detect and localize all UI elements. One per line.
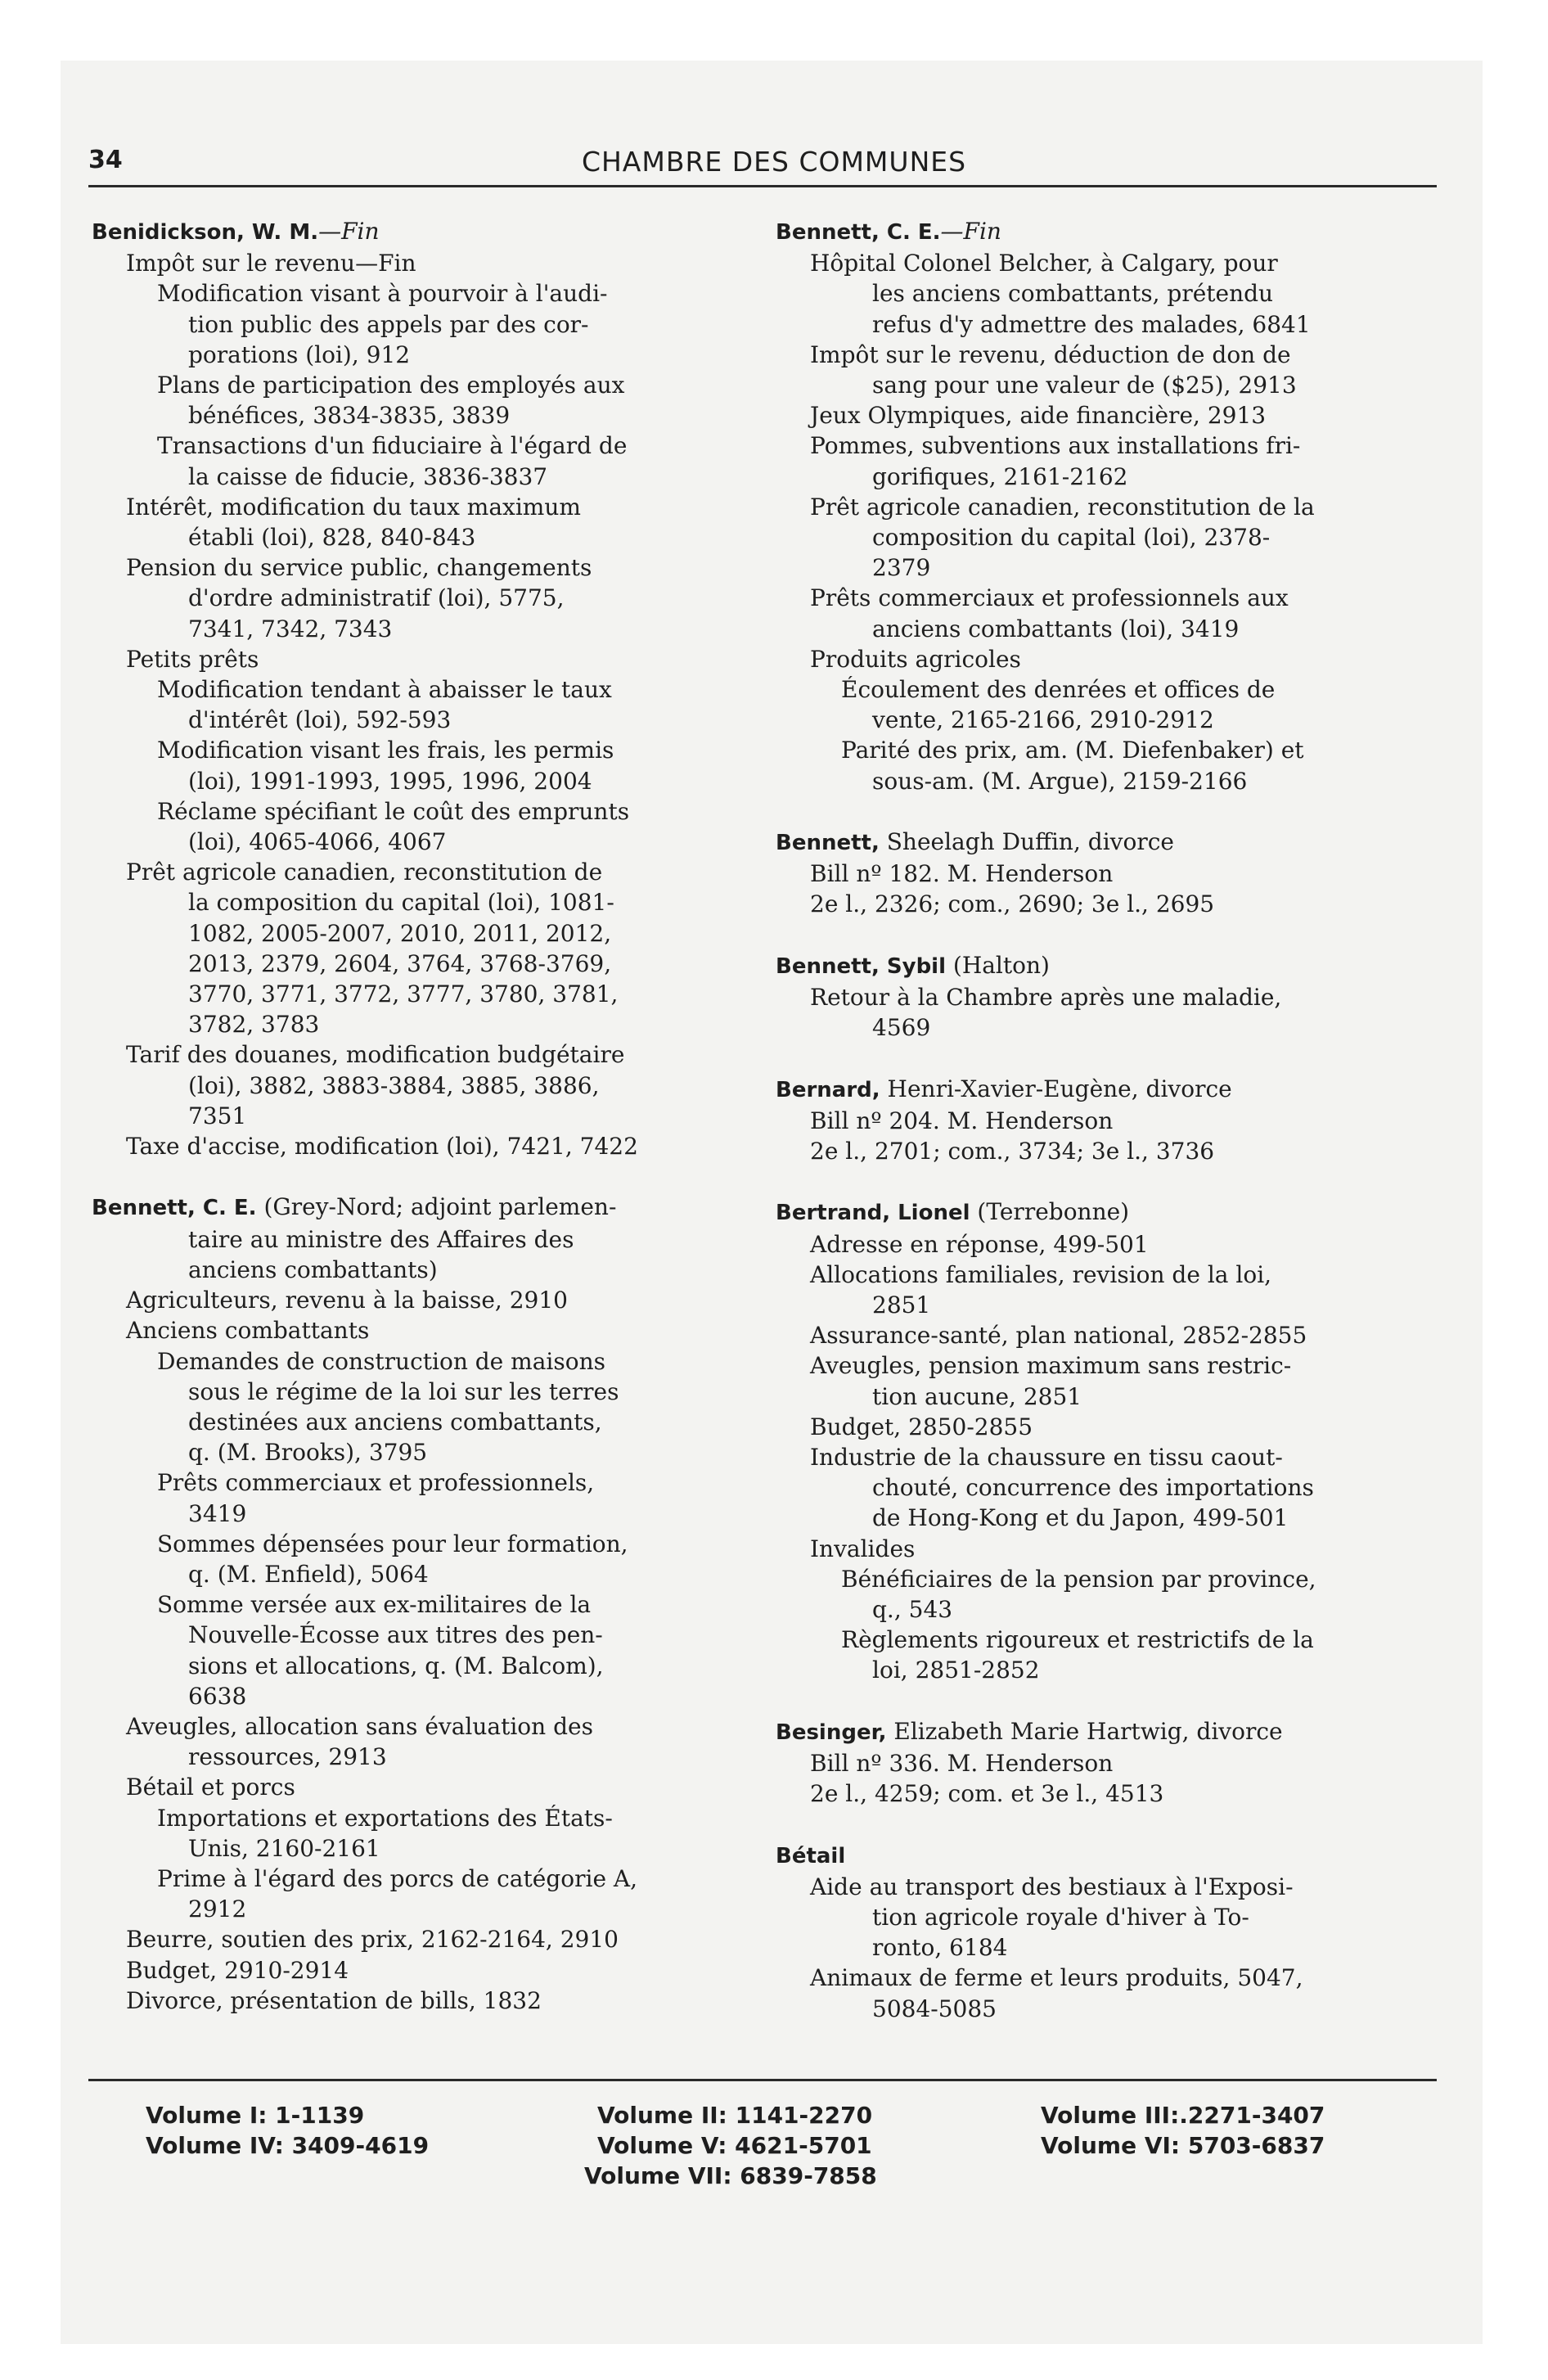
entry-text: les anciens combattants, prétendu — [872, 280, 1274, 308]
entry-line — [776, 248, 1440, 278]
entry-line — [92, 370, 746, 400]
entry-line — [776, 1655, 1440, 1685]
entry-text: Pension du service public, changements — [126, 554, 592, 582]
entry-text: ressources, 2913 — [188, 1743, 387, 1771]
entry-line — [776, 1503, 1440, 1533]
entry-line — [776, 614, 1440, 644]
entry-text: —Fin — [318, 218, 380, 245]
entry-heading — [776, 1074, 1440, 1106]
page-number: 34 — [88, 146, 123, 174]
headword: Bernard, — [776, 1077, 880, 1102]
entry-text: Elizabeth Marie Hartwig, divorce — [886, 1717, 1283, 1745]
entry-line — [776, 1442, 1440, 1472]
entry-line — [776, 705, 1440, 735]
entry-text: Bill nº 336. M. Henderson — [810, 1750, 1114, 1778]
entry-text: refus d'y admettre des malades, 6841 — [872, 310, 1311, 338]
entry-line — [92, 1315, 746, 1346]
entry-line — [92, 918, 746, 949]
entry-text: tion agricole royale d'hiver à To- — [872, 1904, 1249, 1931]
entry-text: 2e l., 2326; com., 2690; 3e l., 2695 — [810, 890, 1215, 918]
entry-text: Impôt sur le revenu, déduction de don de — [810, 340, 1291, 368]
entry-text: (Terrebonne) — [970, 1198, 1130, 1226]
entry-text: Nouvelle-Écosse aux titres des pen- — [188, 1621, 603, 1649]
entry-line — [92, 614, 746, 644]
entry-text: la composition du capital (loi), 1081- — [188, 889, 614, 917]
entry-line — [92, 400, 746, 430]
entry-text: d'intérêt (loi), 592-593 — [188, 706, 452, 734]
headword: Bennett, — [776, 831, 880, 856]
entry-text: chouté, concurrence des importations — [872, 1474, 1314, 1502]
entry-text: taire au ministre des Affaires des — [188, 1225, 574, 1253]
index-entry — [776, 1840, 1440, 2024]
entry-text: sous-am. (M. Argue), 2159-2166 — [872, 767, 1248, 795]
entry-text: Prêts commerciaux et professionnels, — [157, 1469, 595, 1497]
entry-text: Aide au transport des bestiaux à l'Exposi- — [810, 1873, 1294, 1900]
entry-text: Prêts commerciaux et professionnels aux — [810, 584, 1289, 612]
entry-line — [92, 1101, 746, 1131]
entry-text: gorifiques, 2161-2162 — [872, 462, 1128, 490]
entry-line — [92, 552, 746, 583]
entry-text: (loi), 3882, 3883-3884, 3885, 3886, — [188, 1071, 600, 1099]
entry-line — [92, 1833, 746, 1864]
entry-text: Écoulement des denrées et offices de — [841, 676, 1276, 704]
entry-line — [92, 1986, 746, 2016]
entry-line — [776, 644, 1440, 674]
entry-text: Parité des prix, am. (M. Diefenbaker) et — [841, 737, 1304, 764]
headword: Bennett, C. E. — [776, 220, 941, 245]
entry-heading — [776, 216, 1440, 248]
entry-text: q. (M. Enfield), 5064 — [188, 1560, 429, 1588]
entry-line — [776, 982, 1440, 1012]
entry-line — [92, 430, 746, 461]
volume-range-2: Volume II: 1141-2270 — [597, 2102, 873, 2129]
entry-line — [776, 1290, 1440, 1320]
entry-line — [776, 1350, 1440, 1381]
entry-text: 7351 — [188, 1102, 247, 1129]
entry-text: Modification tendant à abaisser le taux — [157, 676, 612, 704]
entry-text: Bénéficiaires de la pension par province, — [841, 1565, 1316, 1593]
entry-text: sions et allocations, q. (M. Balcom), — [188, 1652, 604, 1679]
entry-text: 3419 — [188, 1499, 247, 1527]
entry-text: Petits prêts — [126, 645, 259, 673]
entry-line — [92, 340, 746, 370]
entry-line — [776, 370, 1440, 400]
volume-range-1: Volume I: 1-1139 — [146, 2102, 365, 2129]
entry-text: Aveugles, allocation sans évaluation des — [126, 1712, 593, 1740]
entry-line — [92, 644, 746, 674]
entry-line — [92, 248, 746, 278]
entry-text: anciens combattants (loi), 3419 — [872, 615, 1240, 642]
entry-line — [92, 1377, 746, 1407]
entry-line — [92, 1803, 746, 1833]
entry-line — [92, 1955, 746, 1986]
index-entry — [92, 216, 746, 1161]
entry-text: loi, 2851-2852 — [872, 1657, 1040, 1684]
entry-heading — [776, 1197, 1440, 1228]
entry-text: Budget, 2910-2914 — [126, 1956, 349, 1984]
entry-text: Allocations familiales, revision de la loi, — [810, 1260, 1272, 1288]
entry-text: Budget, 2850-2855 — [810, 1413, 1033, 1440]
entry-heading — [92, 1192, 746, 1224]
entry-text: 6638 — [188, 1682, 247, 1710]
entry-line — [92, 1651, 746, 1681]
entry-text: Demandes de construction de maisons — [157, 1347, 605, 1375]
entry-text: Bétail et porcs — [126, 1774, 295, 1801]
entry-line — [776, 1872, 1440, 1902]
entry-text: Plans de participation des employés aux — [157, 372, 625, 399]
entry-text: ronto, 6184 — [872, 1934, 1008, 1962]
entry-line — [776, 552, 1440, 583]
header-rule — [88, 185, 1437, 187]
entry-text: Somme versée aux ex-militaires de la — [157, 1591, 592, 1619]
entry-line — [776, 340, 1440, 370]
entry-line — [92, 949, 746, 979]
entry-line — [776, 1012, 1440, 1043]
entry-line — [92, 278, 746, 309]
entry-text: Transactions d'un fiduciaire à l'égard de — [157, 432, 628, 460]
entry-text: 4569 — [872, 1014, 931, 1042]
entry-text: destinées aux anciens combattants, — [188, 1408, 602, 1436]
entry-line — [776, 1229, 1440, 1260]
entry-text: 3782, 3783 — [188, 1011, 320, 1039]
entry-text: Produits agricoles — [810, 645, 1021, 673]
entry-line — [92, 583, 746, 613]
entry-line — [776, 583, 1440, 613]
entry-text: composition du capital (loi), 2378- — [872, 524, 1271, 552]
entry-text: 7341, 7342, 7343 — [188, 615, 393, 642]
entry-line — [92, 1407, 746, 1437]
entry-text: Henri-Xavier-Eugène, divorce — [880, 1075, 1232, 1102]
entry-text: —Fin — [940, 218, 1001, 245]
entry-line — [92, 1499, 746, 1529]
headword: Benidickson, W. M. — [92, 220, 319, 245]
headword: Bertrand, Lionel — [776, 1201, 970, 1226]
entry-line — [92, 1437, 746, 1467]
entry-text: 2912 — [188, 1895, 247, 1923]
index-column-left — [92, 216, 746, 2016]
entry-line — [776, 1382, 1440, 1412]
entry-line — [776, 1106, 1440, 1136]
entry-line — [776, 1748, 1440, 1778]
entry-heading — [776, 827, 1440, 859]
index-entry — [776, 1716, 1440, 1810]
entry-line — [92, 1224, 746, 1255]
entry-text: 5084-5085 — [872, 1995, 997, 2022]
entry-line — [92, 492, 746, 522]
entry-line — [92, 1467, 746, 1498]
entry-text: Aveugles, pension maximum sans restric- — [810, 1352, 1292, 1380]
entry-line — [776, 462, 1440, 492]
entry-text: Hôpital Colonel Belcher, à Calgary, pour — [810, 250, 1278, 277]
entry-line — [92, 887, 746, 917]
entry-text: anciens combattants) — [188, 1255, 438, 1283]
entry-line — [776, 400, 1440, 430]
entry-line — [92, 1285, 746, 1315]
entry-text: la caisse de fiducie, 3836-3837 — [188, 462, 548, 490]
entry-line — [776, 889, 1440, 919]
entry-text: 2e l., 4259; com. et 3e l., 4513 — [810, 1780, 1164, 1808]
entry-text: 2379 — [872, 554, 931, 582]
entry-line — [92, 1864, 746, 1894]
entry-text: de Hong-Kong et du Japon, 499-501 — [872, 1504, 1289, 1532]
entry-line — [776, 1136, 1440, 1166]
entry-text: Modification visant les frais, les permis — [157, 737, 614, 764]
entry-text: (loi), 1991-1993, 1995, 1996, 2004 — [188, 767, 592, 795]
entry-line — [776, 1412, 1440, 1442]
entry-line — [776, 1625, 1440, 1655]
entry-text: Animaux de ferme et leurs produits, 5047, — [810, 1964, 1303, 1992]
entry-text: d'ordre administratif (loi), 5775, — [188, 584, 565, 612]
entry-line — [776, 1994, 1440, 2024]
entry-text: Impôt sur le revenu—Fin — [126, 250, 416, 277]
entry-line — [92, 1924, 746, 1954]
entry-line — [92, 705, 746, 735]
entry-text: Sommes dépensées pour leur formation, — [157, 1530, 628, 1557]
entry-line — [92, 462, 746, 492]
entry-line — [92, 766, 746, 796]
entry-line — [776, 766, 1440, 796]
entry-text: Bill nº 182. M. Henderson — [810, 860, 1114, 888]
index-entry — [776, 827, 1440, 920]
entry-line — [776, 492, 1440, 522]
entry-line — [776, 278, 1440, 309]
entry-line — [92, 1742, 746, 1772]
entry-line — [776, 1564, 1440, 1594]
entry-text: Réclame spécifiant le coût des emprunts — [157, 797, 630, 825]
index-column-right — [776, 216, 1440, 2024]
entry-text: sang pour une valeur de ($25), 2913 — [872, 372, 1297, 399]
index-entry — [92, 1192, 746, 2015]
entry-line — [92, 1620, 746, 1650]
entry-text: 2e l., 2701; com., 3734; 3e l., 3736 — [810, 1138, 1215, 1165]
page-title: CHAMBRE DES COMMUNES — [581, 146, 967, 178]
volume-range-6: Volume VI: 5703-6837 — [1041, 2132, 1325, 2159]
entry-line — [92, 309, 746, 340]
entry-text: Pommes, subventions aux installations fri- — [810, 432, 1301, 460]
entry-text: Jeux Olympiques, aide financière, 2913 — [810, 402, 1267, 430]
entry-text: tion aucune, 2851 — [872, 1382, 1082, 1410]
entry-line — [92, 735, 746, 765]
entry-line — [776, 674, 1440, 705]
entry-line — [776, 1472, 1440, 1503]
entry-line — [92, 1039, 746, 1070]
entry-text: Beurre, soutien des prix, 2162-2164, 2910 — [126, 1926, 619, 1954]
entry-line — [92, 522, 746, 552]
entry-line — [776, 430, 1440, 461]
entry-line — [776, 859, 1440, 889]
volume-range-4: Volume IV: 3409-4619 — [146, 2132, 430, 2159]
entry-text: Retour à la Chambre après une maladie, — [810, 984, 1282, 1012]
entry-text: Règlements rigoureux et restrictifs de la — [841, 1626, 1314, 1654]
entry-text: tion public des appels par des cor- — [188, 310, 589, 338]
entry-text: Adresse en réponse, 499-501 — [810, 1230, 1149, 1258]
entry-line — [92, 1711, 746, 1742]
entry-text: Taxe d'accise, modification (loi), 7421, 7422 — [126, 1133, 638, 1161]
entry-line — [776, 735, 1440, 765]
entry-text: sous le régime de la loi sur les terres — [188, 1377, 619, 1405]
entry-line — [776, 1902, 1440, 1932]
entry-line — [92, 1071, 746, 1101]
headword: Besinger, — [776, 1720, 887, 1745]
entry-line — [776, 1534, 1440, 1564]
entry-text: Modification visant à pourvoir à l'audi- — [157, 280, 608, 308]
index-entry — [776, 1074, 1440, 1167]
entry-text: vente, 2165-2166, 2910-2912 — [872, 706, 1214, 734]
entry-text: q. (M. Brooks), 3795 — [188, 1439, 428, 1467]
entry-line — [92, 1589, 746, 1620]
index-entry — [776, 1197, 1440, 1685]
entry-text: 2013, 2379, 2604, 3764, 3768-3769, — [188, 949, 612, 977]
entry-line — [92, 1529, 746, 1559]
entry-line — [92, 1255, 746, 1285]
entry-text: 3770, 3771, 3772, 3777, 3780, 3781, — [188, 980, 619, 1008]
entry-line — [776, 1260, 1440, 1290]
entry-text: Prêt agricole canadien, reconstitution de — [126, 859, 603, 886]
volume-range-3: Volume III:.2271-3407 — [1041, 2102, 1325, 2129]
entry-line — [776, 1932, 1440, 1963]
entry-line — [92, 1131, 746, 1161]
entry-text: Importations et exportations des États- — [157, 1804, 613, 1832]
entry-heading — [776, 950, 1440, 982]
entry-text: Bill nº 204. M. Henderson — [810, 1107, 1114, 1134]
entry-line — [92, 796, 746, 827]
entry-text: Prêt agricole canadien, reconstitution de la — [810, 493, 1315, 521]
entry-text: Industrie de la chaussure en tissu caout- — [810, 1444, 1283, 1472]
headword: Bétail — [776, 1843, 846, 1868]
entry-line — [776, 1594, 1440, 1625]
entry-line — [776, 1963, 1440, 1993]
volume-range-5: Volume V: 4621-5701 — [597, 2132, 872, 2159]
entry-text: porations (loi), 912 — [188, 340, 411, 368]
index-entry — [776, 950, 1440, 1044]
entry-line — [92, 857, 746, 887]
entry-text: Anciens combattants — [126, 1317, 370, 1345]
volume-range-7: Volume VII: 6839-7858 — [584, 2162, 877, 2189]
entry-line — [92, 1894, 746, 1924]
entry-line — [776, 1778, 1440, 1809]
index-entry — [776, 216, 1440, 796]
entry-text: 1082, 2005-2007, 2010, 2011, 2012, — [188, 919, 612, 947]
headword: Bennett, C. E. — [92, 1196, 257, 1221]
entry-text: (Grey-Nord; adjoint parlemen- — [256, 1193, 617, 1221]
entry-text: (Halton) — [946, 951, 1050, 979]
entry-line — [92, 1681, 746, 1711]
entry-text: Divorce, présentation de bills, 1832 — [126, 1986, 542, 2014]
footer-rule — [88, 2079, 1437, 2081]
entry-text: Tarif des douanes, modification budgétaire — [126, 1041, 625, 1069]
entry-heading — [92, 216, 746, 248]
entry-heading — [776, 1840, 1440, 1872]
entry-text: Assurance-santé, plan national, 2852-2855 — [810, 1322, 1307, 1350]
entry-text: établi (loi), 828, 840-843 — [188, 524, 476, 552]
entry-line — [92, 1559, 746, 1589]
entry-line — [92, 827, 746, 857]
entry-text: Unis, 2160-2161 — [188, 1834, 380, 1862]
entry-line — [776, 522, 1440, 552]
entry-text: Sheelagh Duffin, divorce — [879, 828, 1174, 856]
entry-text: 2851 — [872, 1291, 931, 1319]
entry-line — [92, 979, 746, 1009]
entry-line — [92, 1772, 746, 1802]
entry-line — [776, 309, 1440, 340]
entry-line — [92, 1009, 746, 1039]
entry-text: Intérêt, modification du taux maximum — [126, 493, 581, 521]
entry-text: bénéfices, 3834-3835, 3839 — [188, 402, 511, 430]
headword: Bennett, Sybil — [776, 953, 946, 979]
entry-text: Invalides — [810, 1535, 916, 1562]
entry-heading — [776, 1716, 1440, 1748]
entry-text: (loi), 4065-4066, 4067 — [188, 828, 447, 856]
entry-line — [776, 1320, 1440, 1350]
entry-text: Agriculteurs, revenu à la baisse, 2910 — [126, 1287, 568, 1314]
entry-text: Prime à l'égard des porcs de catégorie A, — [157, 1864, 638, 1892]
entry-line — [92, 674, 746, 705]
entry-line — [92, 1346, 746, 1377]
entry-text: q., 543 — [872, 1596, 953, 1624]
